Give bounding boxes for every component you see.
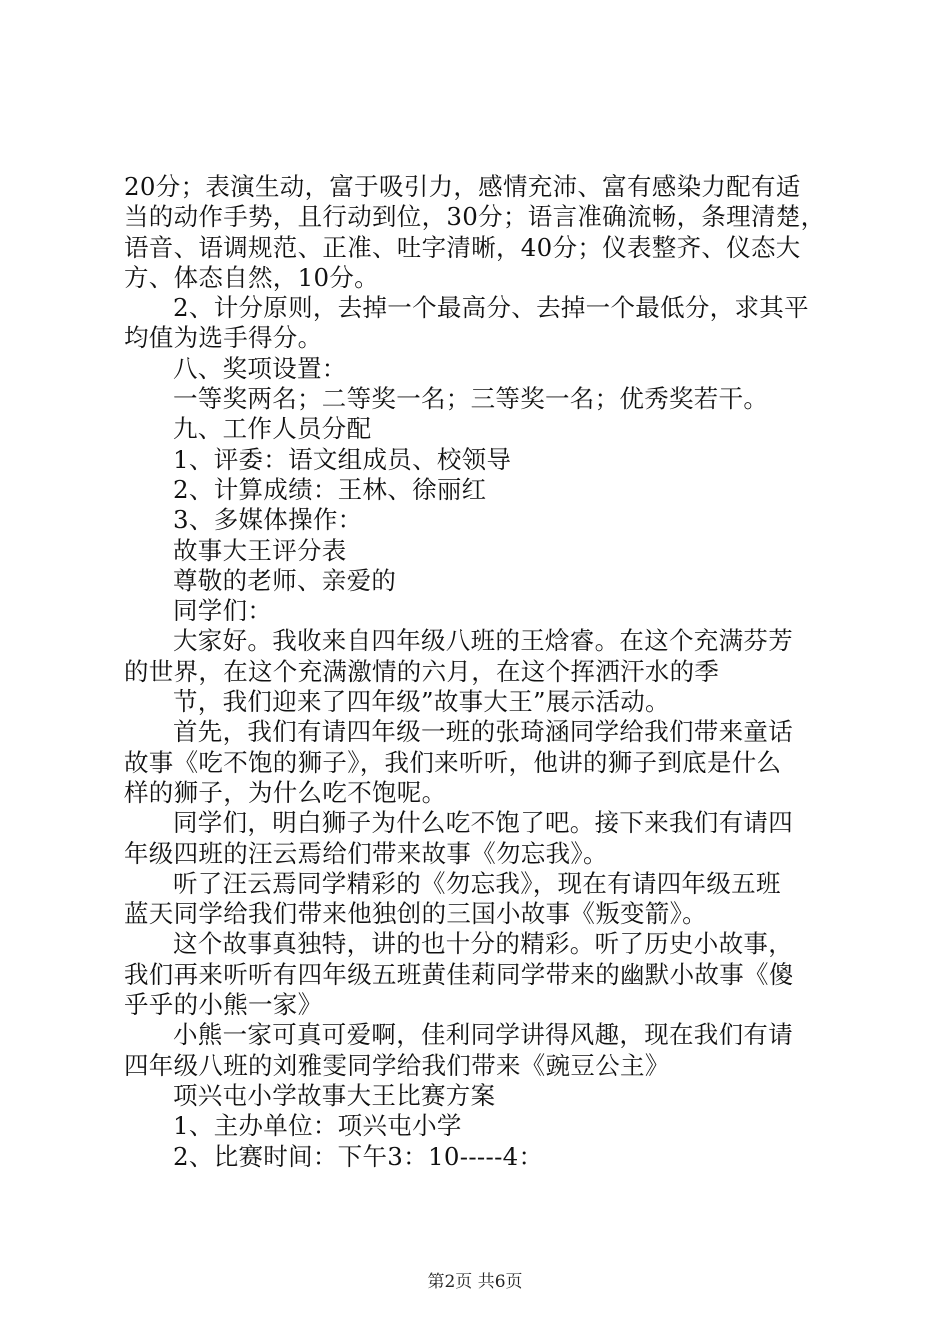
text-line: 四年级八班的刘雅雯同学给我们带来《豌豆公主》 bbox=[124, 1050, 670, 1080]
text-line: 均值为选手得分。 bbox=[124, 323, 323, 353]
text-line: 同学们，明白狮子为什么吃不饱了吧。接下来我们有请四 bbox=[173, 808, 793, 838]
text-line: 首先，我们有请四年级一班的张琦涵同学给我们带来童话 bbox=[173, 717, 793, 747]
text-line: 方、体态自然，10分。 bbox=[124, 262, 379, 292]
text-line: 2、比赛时间：下午3：10-----4： bbox=[173, 1141, 544, 1171]
text-line: 同学们： bbox=[173, 596, 273, 626]
text-line: 我们再来听听有四年级五班黄佳莉同学带来的幽默小故事《傻 bbox=[124, 959, 794, 989]
text-line: 20分；表演生动，富于吸引力，感情充沛、富有感染力配有适 bbox=[124, 172, 801, 201]
text-line: 年级四班的汪云焉给们带来故事《勿忘我》。 bbox=[124, 838, 608, 868]
text-line: 大家好。我收来自四年级八班的王焓睿。在这个充满芬芳 bbox=[173, 626, 793, 656]
text-line: 1、评委：语文组成员、校领导 bbox=[173, 444, 512, 474]
text-line: 的世界，在这个充满激情的六月，在这个挥洒汗水的季 bbox=[124, 656, 720, 686]
document-body bbox=[124, 172, 836, 1172]
text-line: 1、主办单位：项兴屯小学 bbox=[173, 1111, 462, 1141]
section-heading: 八、奖项设置： bbox=[173, 353, 347, 383]
text-line: 这个故事真独特，讲的也十分的精彩。听了历史小故事， bbox=[173, 929, 793, 959]
text-line: 3、多媒体操作： bbox=[173, 505, 363, 535]
text-line: 2、计算成绩：王林、徐丽红 bbox=[173, 474, 487, 504]
text-line: 故事《吃不饱的狮子》，我们来听听，他讲的狮子到底是什么 bbox=[124, 747, 782, 777]
text-line: 节，我们迎来了四年级”故事大王”展示活动。 bbox=[173, 687, 670, 717]
text-line: 尊敬的老师、亲爱的 bbox=[173, 565, 397, 595]
text-line: 听了汪云焉同学精彩的《勿忘我》，现在有请四年级五班 bbox=[173, 868, 781, 898]
text-line: 2、计分原则，去掉一个最高分、去掉一个最低分，求其平 bbox=[173, 293, 809, 323]
section-heading: 九、工作人员分配 bbox=[173, 414, 372, 444]
text-line: 故事大王评分表 bbox=[173, 535, 347, 565]
section-heading: 项兴屯小学故事大王比赛方案 bbox=[173, 1080, 496, 1110]
text-line: 样的狮子，为什么吃不饱呢。 bbox=[124, 777, 447, 807]
text-line: 当的动作手势，且行动到位，30分；语言准确流畅，条理清楚， bbox=[124, 202, 826, 232]
text-line: 小熊一家可真可爱啊，佳利同学讲得风趣，现在我们有请 bbox=[173, 1020, 793, 1050]
page-number-footer: 第2页 共6页 bbox=[427, 1272, 523, 1292]
text-line: 语音、语调规范、正准、吐字清晰，40分；仪表整齐、仪态大 bbox=[124, 232, 801, 262]
text-line: 蓝天同学给我们带来他独创的三国小故事《叛变箭》。 bbox=[124, 899, 707, 929]
text-line: 一等奖两名；二等奖一名；三等奖一名；优秀奖若干。 bbox=[173, 384, 769, 414]
text-line: 乎乎的小熊一家》 bbox=[124, 990, 323, 1020]
